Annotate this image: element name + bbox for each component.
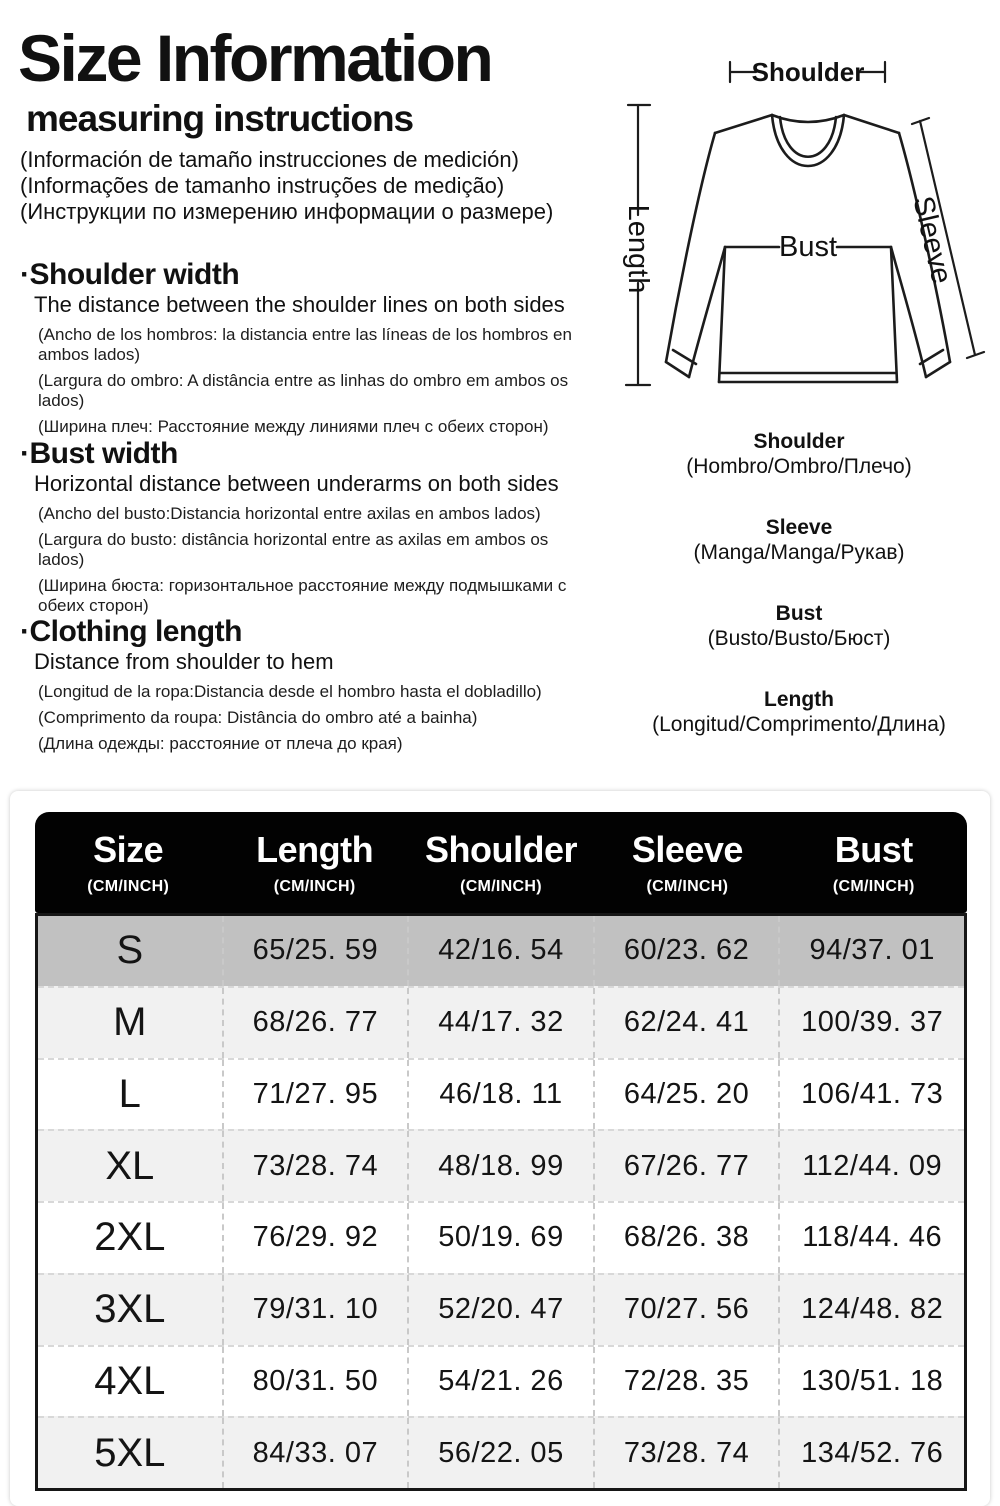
table-col-header-shoulder [408, 812, 594, 913]
cell-bust: 112/44. 09 [778, 1131, 964, 1201]
cell-length: 79/31. 10 [222, 1275, 408, 1345]
legend-term: Length [764, 688, 834, 711]
subtitle-translation-pt: (Informações de tamanho instruções de medição) [20, 173, 505, 199]
col-unit: (CM/INCH) [460, 878, 542, 895]
section-shoulder-width [20, 258, 595, 443]
diagram-sleeve-label: Sleeve [906, 193, 958, 287]
cell-sleeve: 72/28. 35 [593, 1347, 779, 1417]
cell-bust: 100/39. 37 [778, 988, 964, 1058]
section-description: Distance from shoulder to hem [34, 649, 334, 674]
cell-shoulder: 46/18. 11 [407, 1060, 593, 1130]
col-unit: (CM/INCH) [832, 878, 915, 895]
table-col-header-size [35, 812, 221, 913]
section-clothing-length [20, 615, 595, 760]
cell-sleeve: 68/26. 38 [593, 1203, 779, 1273]
cell-shoulder: 42/16. 54 [407, 916, 593, 986]
table-col-header-length [221, 812, 407, 913]
legend-translation: (Manga/Manga/Рукав) [693, 541, 905, 564]
cell-length: 76/29. 92 [222, 1203, 408, 1273]
cell-size: 5XL [94, 1430, 166, 1475]
col-label: Sleeve [631, 829, 743, 870]
section-note-pt: (Comprimento da roupa: Distância do ombro até a bainha) [38, 708, 478, 727]
size-table-body [35, 913, 967, 1491]
legend-translation: (Busto/Busto/Бюст) [707, 627, 891, 650]
cell-bust: 94/37. 01 [778, 916, 964, 986]
subtitle-translation-es: (Información de tamaño instrucciones de medición) [20, 147, 519, 173]
section-bust-width [20, 437, 595, 622]
cell-size: 3XL [94, 1287, 166, 1332]
table-row-xl [38, 1129, 964, 1201]
section-heading: ·Shoulder width [20, 258, 240, 291]
cell-size: XL [105, 1143, 155, 1188]
subtitle-translations [20, 147, 603, 225]
cell-bust: 130/51. 18 [778, 1347, 964, 1417]
col-unit: (CM/INCH) [646, 878, 729, 895]
page-title: Size Information [18, 21, 492, 95]
legend-item-shoulder [600, 430, 998, 479]
cell-shoulder: 52/20. 47 [407, 1275, 593, 1345]
col-label: Size [93, 829, 164, 870]
legend-item-bust [600, 602, 998, 651]
cell-size: S [116, 928, 144, 973]
legend-translation: (Hombro/Ombro/Плечо) [686, 455, 912, 478]
cell-length: 80/31. 50 [222, 1347, 408, 1417]
table-row-5xl [38, 1416, 964, 1488]
cell-bust: 106/41. 73 [778, 1060, 964, 1130]
section-note-ru: (Ширина плеч: Расстояние между линиями плеч с обеих сторон) [38, 417, 549, 436]
section-note-pt: (Largura do busto: distância horizontal entre as axilas em ambos os lados) [38, 530, 549, 569]
size-table-header [35, 812, 967, 913]
section-note-es: (Longitud de la ropa:Distancia desde el hombro hasta el dobladillo) [38, 682, 542, 701]
legend-translation: (Longitud/Comprimento/Длина) [652, 713, 946, 736]
cell-shoulder: 54/21. 26 [407, 1347, 593, 1417]
cell-length: 65/25. 59 [222, 916, 408, 986]
cell-size: 4XL [94, 1358, 166, 1403]
page-subtitle: measuring instructions [26, 97, 414, 139]
section-note-es: (Ancho de los hombros: la distancia entre las líneas de los hombros en ambos lados) [38, 325, 572, 364]
section-heading: ·Bust width [20, 437, 178, 470]
legend-item-sleeve [600, 516, 998, 565]
size-table-card [10, 791, 990, 1506]
legend-term: Bust [775, 602, 823, 625]
cell-sleeve: 67/26. 77 [593, 1131, 779, 1201]
cell-size: L [118, 1071, 141, 1116]
table-row-s [38, 916, 964, 986]
table-col-header-sleeve [594, 812, 780, 913]
shirt-measurement-diagram [602, 33, 997, 433]
cell-size: M [113, 1000, 147, 1045]
title-block [18, 22, 603, 225]
col-label: Bust [834, 829, 913, 870]
table-col-header-bust [781, 812, 967, 913]
cell-length: 73/28. 74 [222, 1131, 408, 1201]
cell-shoulder: 50/19. 69 [407, 1203, 593, 1273]
table-row-2xl [38, 1201, 964, 1273]
cell-sleeve: 62/24. 41 [593, 988, 779, 1058]
cell-length: 71/27. 95 [222, 1060, 408, 1130]
cell-shoulder: 56/22. 05 [407, 1418, 593, 1488]
section-note-pt: (Largura do ombro: A distância entre as linhas do ombro em ambos os lados) [38, 371, 569, 410]
table-row-m [38, 986, 964, 1058]
legend-term: Shoulder [753, 430, 845, 453]
section-note-ru: (Ширина бюста: горизонтальное расстояние между подмышками с обеих сторон) [38, 576, 567, 615]
col-label: Length [256, 829, 374, 870]
cell-bust: 124/48. 82 [778, 1275, 964, 1345]
subtitle-translation-ru: (Инструкции по измерению информации о размере) [20, 199, 554, 225]
section-description: The distance between the shoulder lines on both sides [34, 292, 565, 317]
cell-size: 2XL [94, 1215, 166, 1260]
section-description: Horizontal distance between underarms on both sides [34, 471, 559, 496]
cell-shoulder: 44/17. 32 [407, 988, 593, 1058]
cell-sleeve: 70/27. 56 [593, 1275, 779, 1345]
section-heading: ·Clothing length [20, 615, 242, 648]
diagram-bust-label: Bust [778, 231, 838, 263]
legend-term: Sleeve [765, 516, 833, 539]
cell-length: 68/26. 77 [222, 988, 408, 1058]
cell-shoulder: 48/18. 99 [407, 1131, 593, 1201]
table-row-4xl [38, 1345, 964, 1417]
cell-bust: 134/52. 76 [778, 1418, 964, 1488]
measurement-legend [600, 430, 998, 774]
col-unit: (CM/INCH) [273, 878, 356, 895]
legend-item-length [600, 688, 998, 737]
cell-sleeve: 60/23. 62 [593, 916, 779, 986]
diagram-length-label: Length [622, 204, 654, 294]
section-note-ru: (Длина одежды: расстояние от плеча до края) [38, 734, 403, 753]
cell-sleeve: 73/28. 74 [593, 1418, 779, 1488]
col-unit: (CM/INCH) [87, 878, 170, 895]
diagram-shoulder-label: Shoulder [751, 57, 865, 87]
col-label: Shoulder [424, 829, 577, 870]
table-row-l [38, 1058, 964, 1130]
cell-bust: 118/44. 46 [778, 1203, 964, 1273]
cell-sleeve: 64/25. 20 [593, 1060, 779, 1130]
section-note-es: (Ancho del busto:Distancia horizontal entre axilas en ambos lados) [38, 504, 541, 523]
table-row-3xl [38, 1273, 964, 1345]
cell-length: 84/33. 07 [222, 1418, 408, 1488]
